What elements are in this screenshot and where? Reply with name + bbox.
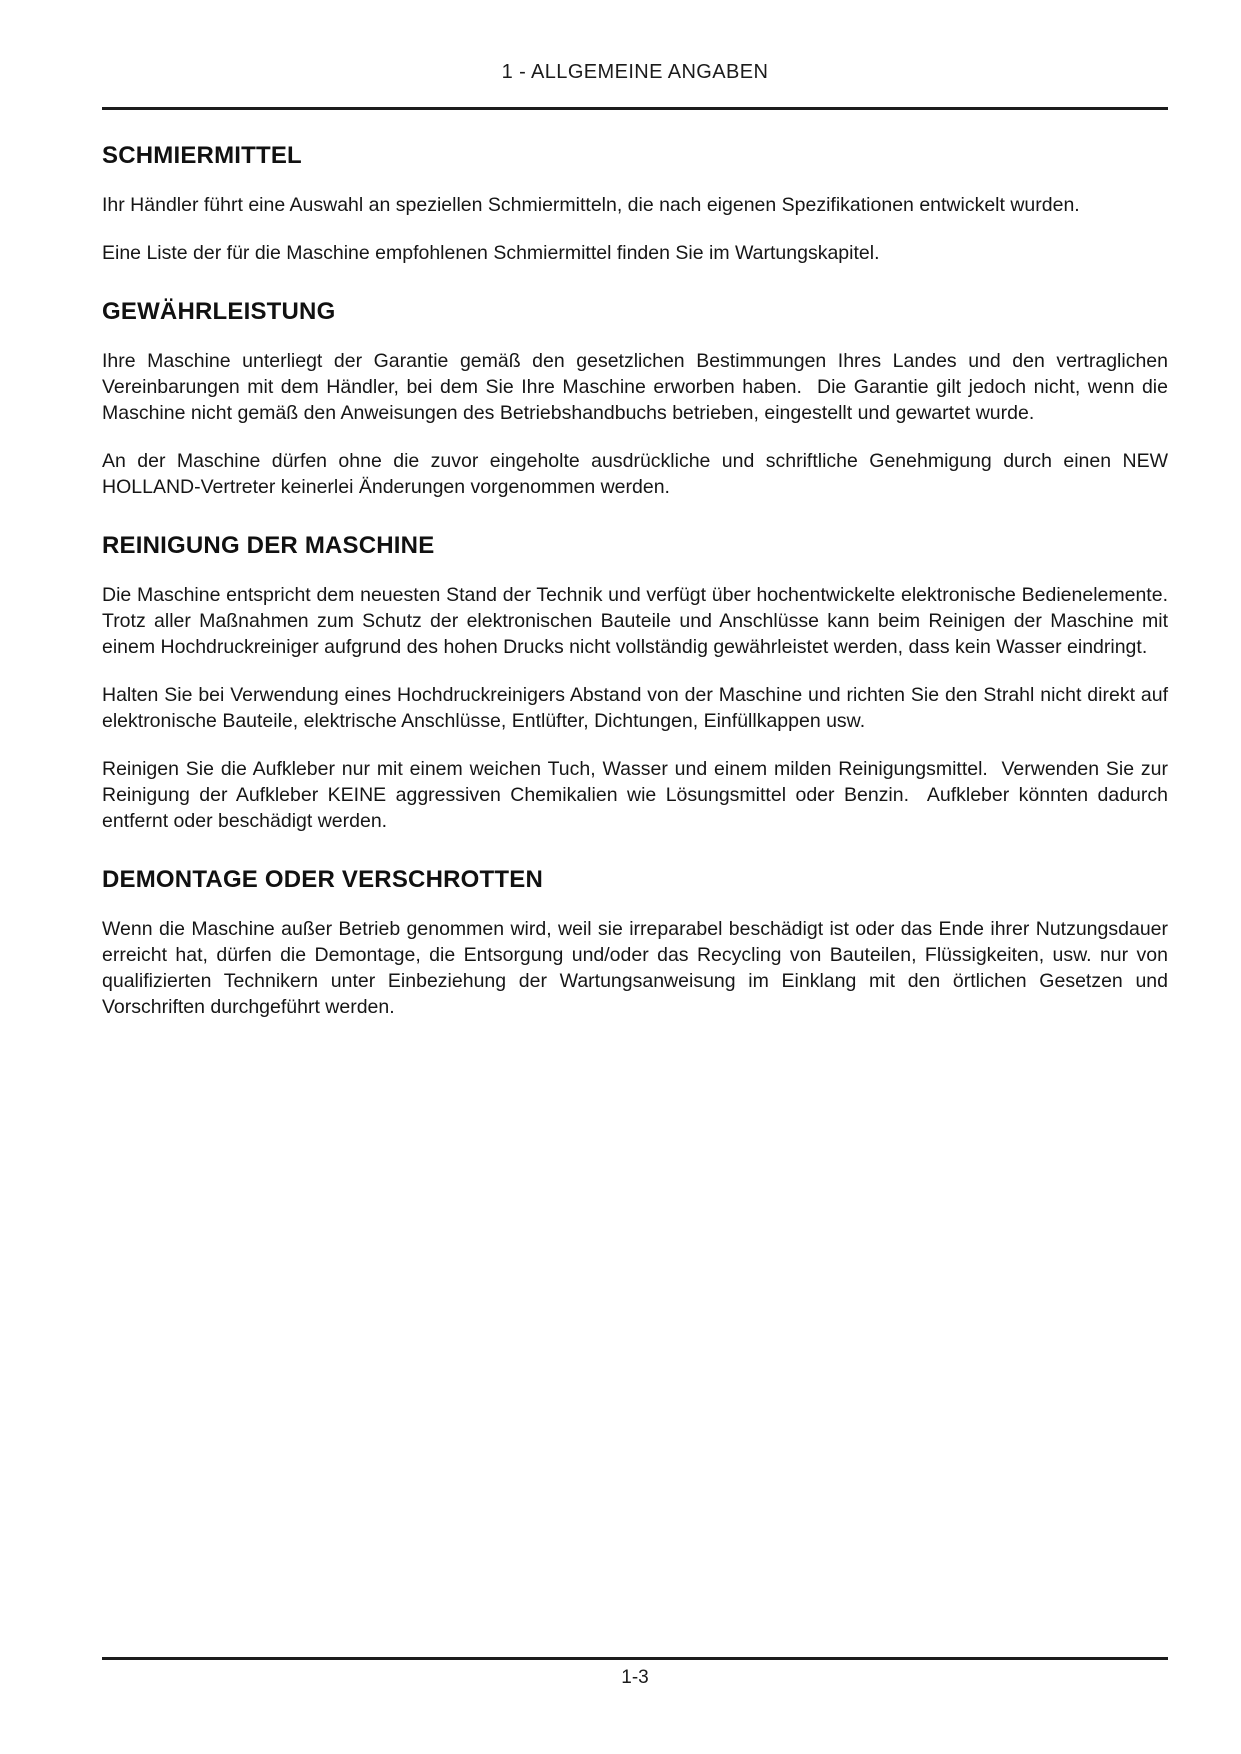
section-heading: REINIGUNG DER MASCHINE [102, 532, 435, 559]
page-content [102, 142, 1179, 1020]
paragraph: Die Maschine entspricht dem neuesten Stand der Technik und verfügt über hochentwickelte elektronische Bedienelemente. Trotz aller Maßnahmen zum Schutz der elektronischen Bauteile und Anschlüsse kann beim Reinigen der Maschine mit einem Hochdruckreiniger aufgrund des hohen Drucks nicht vollständig gewährleistet werden, dass kein Wasser eindringt. [102, 584, 1179, 658]
section-reinigung-der-maschine [102, 532, 1179, 834]
section-heading: GEWÄHRLEISTUNG [102, 298, 336, 325]
paragraph: Ihre Maschine unterliegt der Garantie gemäß den gesetzlichen Bestimmungen Ihres Landes und den vertraglichen Vereinbarungen mit dem Händler, bei dem Sie Ihre Maschine erworben haben. Die Garantie gilt jedoch nicht, wenn die Maschine nicht gemäß den Anweisungen des Betriebshandbuchs betrieben, eingestellt und gewartet wurde. [102, 350, 1174, 424]
chapter-title: 1 - ALLGEMEINE ANGABEN [501, 61, 769, 83]
footer-divider [102, 1657, 1168, 1660]
paragraph: Eine Liste der für die Maschine empfohlenen Schmiermittel finden Sie im Wartungskapitel. [102, 242, 880, 264]
section-demontage-oder-verschrotten [102, 866, 1174, 1020]
page-header [102, 0, 1168, 110]
paragraph: Wenn die Maschine außer Betrieb genommen wird, weil sie irreparabel beschädigt ist oder das Ende ihrer Nutzungsdauer erreicht hat, dürfen die Demontage, die Entsorgung und/oder das Recycling von Bauteilen, Flüssigkeiten, usw. nur von qualifizierten Technikern unter Einbeziehung der Wartungsanweisung im Einklang mit den örtlichen Gesetzen und Vorschriften durchgeführt werden. [102, 918, 1174, 1018]
page-number: 1-3 [621, 1667, 649, 1688]
paragraph: Reinigen Sie die Aufkleber nur mit einem weichen Tuch, Wasser und einem milden Reinigungsmittel. Verwenden Sie zur Reinigung der Aufkleber KEINE aggressiven Chemikalien wie Lösungsmittel oder Benzin. Aufkleber könnten dadurch entfernt oder beschädigt werden. [102, 758, 1174, 832]
section-heading: SCHMIERMITTEL [102, 142, 302, 169]
page-footer [102, 1657, 1168, 1689]
section-schmiermittel [102, 142, 1168, 266]
paragraph: An der Maschine dürfen ohne die zuvor eingeholte ausdrückliche und schriftliche Genehmigung durch einen NEW HOLLAND-Vertreter keinerlei Änderungen vorgenommen werden. [102, 450, 1174, 498]
paragraph: Ihr Händler führt eine Auswahl an speziellen Schmiermitteln, die nach eigenen Spezifikationen entwickelt wurden. [102, 194, 1080, 216]
section-gewaehrleistung [102, 298, 1174, 500]
header-divider [102, 107, 1168, 110]
section-heading: DEMONTAGE ODER VERSCHROTTEN [102, 866, 543, 893]
paragraph: Halten Sie bei Verwendung eines Hochdruckreinigers Abstand von der Maschine und richten Sie den Strahl nicht direkt auf elektronische Bauteile, elektrische Anschlüsse, Entlüfter, Dichtungen, Einfüllkappen usw. [102, 684, 1174, 732]
